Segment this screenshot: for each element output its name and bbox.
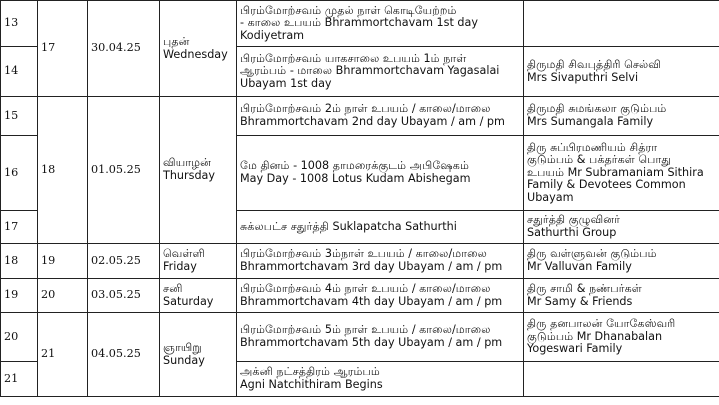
event-cell — [237, 279, 524, 313]
sponsor-line: Mr Valluvan Family — [527, 260, 632, 273]
sponsor-line: திரு சாமி & நண்பர்கள் — [527, 281, 642, 295]
row-number: 13 — [1, 1, 38, 47]
sponsor-line: குடும்பம் & பக்தர்கள் பொது — [527, 153, 672, 167]
event-line: பிரம்மோற்சவம் 5ம் நாள் உபயம் / காலை/மாலை — [240, 323, 491, 337]
row-number: 19 — [1, 279, 38, 313]
event-line: அக்னி நட்சத்திரம் ஆரம்பம் — [240, 365, 380, 379]
weekday-tamil: புதன் — [163, 34, 190, 48]
sponsor-cell — [524, 362, 719, 397]
event-cell — [237, 47, 524, 97]
event-line: Ubayam 1st day — [240, 76, 332, 90]
sponsor-line: திரு சுப்பிரமணியம் சித்ரா — [527, 140, 658, 154]
event-line: Bhrammortchavam 2nd day Ubayam / am / pm — [240, 115, 505, 128]
event-cell — [237, 211, 524, 244]
sponsor-line: திரு தனபாலன் யோகேஸ்வரி — [527, 317, 676, 331]
event-line: பிரம்மோற்சவம் யாகசாலை உபயம் 1ம் நாள் — [240, 51, 467, 65]
event-cell — [237, 313, 524, 362]
weekday-english: Friday — [163, 260, 197, 273]
event-line: Bhrammortchavam 5th day Ubayam / am / pm — [240, 336, 503, 349]
sponsor-line: சதுர்த்தி குழுவினர் — [527, 213, 621, 227]
date-cell: 02.05.25 — [88, 244, 160, 279]
row-number: 15 — [1, 97, 38, 136]
weekday-cell — [160, 279, 237, 313]
weekday-english: Saturday — [163, 294, 214, 308]
table-row — [1, 244, 719, 279]
event-cell — [237, 362, 524, 397]
sponsor-cell — [524, 211, 719, 244]
event-line: பிரம்மோற்சவம் 3ம்நாள் உபயம் / காலை/மாலை — [240, 247, 487, 261]
sponsor-line: திரு வள்ளுவன் குடும்பம் — [527, 247, 657, 261]
weekday-cell — [160, 313, 237, 397]
event-line: Agni Natchithiram Begins — [240, 378, 383, 391]
weekday-english: Sunday — [163, 353, 205, 367]
sponsor-line: Mrs Sumangala Family — [527, 115, 654, 128]
row-number: 14 — [1, 47, 38, 97]
sponsor-line: Yogeswari Family — [527, 342, 623, 356]
event-cell — [237, 97, 524, 136]
weekday-cell — [160, 1, 237, 97]
table-row — [1, 97, 719, 136]
event-line: பிரம்மோற்சவம் 4ம் நாள் உபயம் / காலை/மாலை — [240, 281, 491, 295]
weekday-tamil: ஞாயிறு — [163, 340, 202, 354]
row-number: 21 — [1, 362, 38, 397]
sponsor-cell — [524, 1, 719, 47]
weekday-english: Thursday — [163, 169, 216, 182]
weekday-tamil: வெள்ளி — [163, 247, 205, 261]
sponsor-cell — [524, 244, 719, 279]
day-number: 20 — [38, 279, 88, 313]
event-line: பிரம்மோற்சவம் முதல் நாள் கொடியேற்றம் — [240, 3, 457, 17]
sponsor-line: திருமதி சிவபுத்திரி செல்வி — [527, 57, 662, 71]
row-number: 17 — [1, 211, 38, 244]
event-line: Bhrammortchavam 3rd day Ubayam / am / pm — [240, 260, 503, 273]
sponsor-line: திருமதி சுமங்கலா குடும்பம் — [527, 102, 667, 116]
event-line: - காலை உபயம் Bhrammortchavam 1st day — [240, 16, 478, 30]
weekday-cell — [160, 244, 237, 279]
sponsor-line: Ubayam — [527, 190, 574, 204]
sponsor-cell — [524, 313, 719, 362]
day-number: 21 — [38, 313, 88, 397]
row-number: 16 — [1, 136, 38, 211]
row-number: 18 — [1, 244, 38, 279]
date-cell: 03.05.25 — [88, 279, 160, 313]
event-cell — [237, 1, 524, 47]
sponsor-line: உபயம் Mr Subramaniam Sithira — [527, 165, 704, 179]
day-number: 18 — [38, 97, 88, 244]
event-line: Bhrammortchavam 4th day Ubayam / am / pm — [240, 294, 503, 308]
day-number: 19 — [38, 244, 88, 279]
date-cell: 30.04.25 — [88, 1, 160, 97]
table-row — [1, 313, 719, 362]
sponsor-cell — [524, 136, 719, 211]
sponsor-line: குடும்பம் Mr Dhanabalan — [527, 329, 663, 343]
event-cell — [237, 136, 524, 211]
date-cell: 04.05.25 — [88, 313, 160, 397]
event-line: ஆரம்பம் - மாலை Bhrammortchavam Yagasalai — [240, 64, 500, 78]
date-cell: 01.05.25 — [88, 97, 160, 244]
table-row — [1, 279, 719, 313]
sponsor-line: Family & Devotees Common — [527, 178, 686, 192]
event-line: Kodiyetram — [240, 28, 305, 42]
table-row — [1, 1, 719, 47]
event-line: சுக்லபட்ச சதுர்த்தி Suklapatcha Sathurthi — [240, 219, 457, 233]
sponsor-line: Mrs Sivaputhri Selvi — [527, 70, 639, 84]
weekday-cell — [160, 97, 237, 244]
sponsor-cell — [524, 97, 719, 136]
weekday-tamil: சனி — [163, 281, 183, 295]
event-line: பிரம்மோற்சவம் 2ம் நாள் உபயம் / காலை/மாலை — [240, 102, 491, 116]
event-cell — [237, 244, 524, 279]
weekday-english: Wednesday — [163, 47, 228, 61]
sponsor-line: Mr Samy & Friends — [527, 294, 633, 308]
event-line: May Day - 1008 Lotus Kudam Abishegam — [240, 172, 471, 185]
event-line: மே தினம் - 1008 தாமரைக்குடம் அபிஷேகம் — [240, 159, 469, 173]
sponsor-line: Sathurthi Group — [527, 226, 617, 239]
sponsor-cell — [524, 47, 719, 97]
day-number: 17 — [38, 1, 88, 97]
sponsor-cell — [524, 279, 719, 313]
weekday-tamil: வியாழன் — [163, 156, 212, 170]
row-number: 20 — [1, 313, 38, 362]
